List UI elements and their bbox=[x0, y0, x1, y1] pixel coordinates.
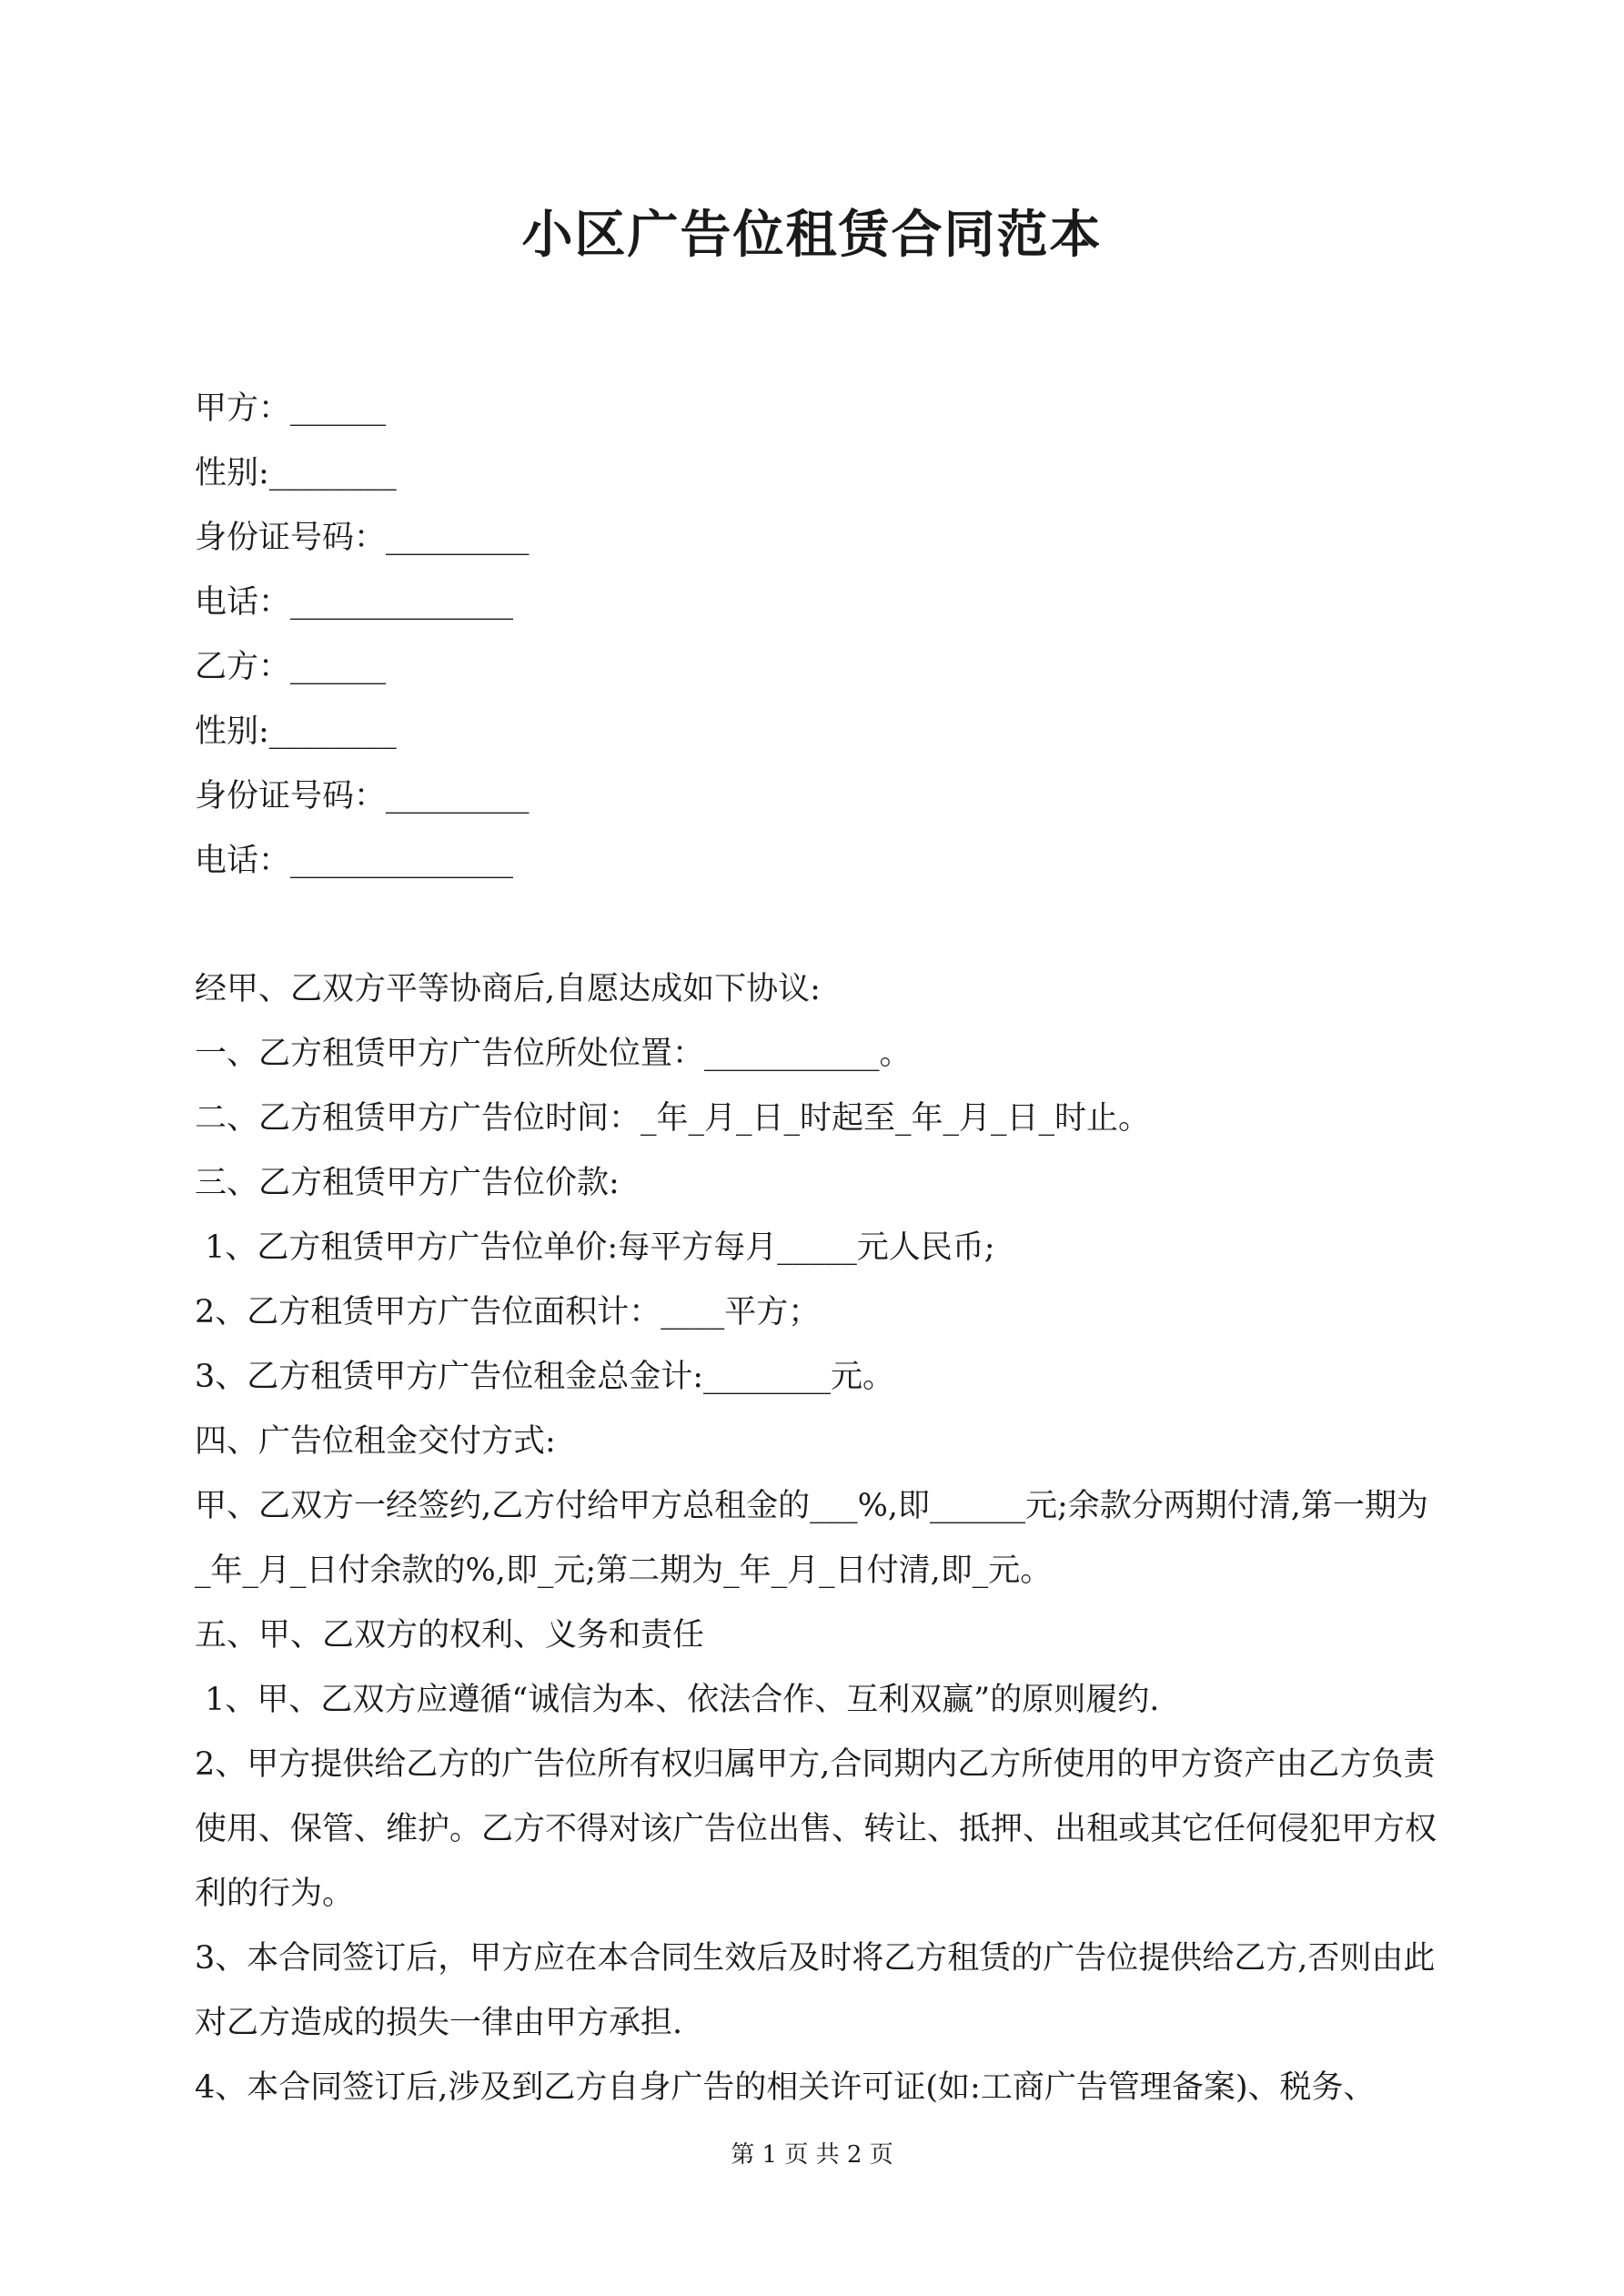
clause-5-item-3: 3、本合同签订后，甲方应在本合同生效后及时将乙方租赁的广告位提供给乙方,否则由此对乙方造成的损失一律由甲方承担. bbox=[195, 1940, 1436, 2041]
clause-5-item-2: 2、甲方提供给乙方的广告位所有权归属甲方,合同期内乙方所使用的甲方资产由乙方负责使用、保管、维护。乙方不得对该广告位出售、转让、抵押、出租或其它任何侵犯甲方权利的行为。 bbox=[195, 1746, 1437, 1912]
clause-3-item-3: 3、乙方租赁甲方广告位租金总金计:________元。 bbox=[195, 1359, 895, 1395]
party-a-gender-line: 性别:________ bbox=[195, 455, 397, 491]
party-b-phone-line: 电话：______________ bbox=[195, 843, 514, 879]
document-title: 小区广告位租赁合同范本 bbox=[521, 205, 1103, 265]
page-number-footer: 第 1 页 共 2 页 bbox=[731, 2141, 893, 2169]
party-b-gender-line: 性别:________ bbox=[195, 713, 397, 750]
clause-3-heading: 三、乙方租赁甲方广告位价款: bbox=[195, 1165, 620, 1201]
clause-4-payment-terms: 甲、乙双方一经签约,乙方付给甲方总租金的___%,即______元;余款分两期付清,第一期为_年_月_日付余款的%,即_元;第二期为_年_月_日付清,即_元。 bbox=[195, 1488, 1428, 1589]
clause-3-item-1: 1、乙方租赁甲方广告位单价:每平方每月_____元人民币; bbox=[195, 1229, 995, 1266]
agreement-intro: 经甲、乙双方平等协商后,自愿达成如下协议: bbox=[195, 971, 821, 1007]
clause-5-heading: 五、甲、乙双方的权利、义务和责任 bbox=[195, 1617, 705, 1654]
clause-5-item-1: 1、甲、乙双方应遵循“诚信为本、依法合作、互利双赢”的原则履约. bbox=[195, 1682, 1160, 1718]
party-a-name-line: 甲方：______ bbox=[195, 390, 387, 427]
clause-4-heading: 四、广告位租金交付方式: bbox=[195, 1423, 556, 1460]
party-b-id-number-line: 身份证号码：_________ bbox=[195, 778, 530, 814]
clause-5-item-4: 4、本合同签订后,涉及到乙方自身广告的相关许可证(如:工商广告管理备案)、税务、 bbox=[195, 2069, 1376, 2106]
clause-3-item-2: 2、乙方租赁甲方广告位面积计：____平方； bbox=[195, 1294, 821, 1330]
party-b-name-line: 乙方：______ bbox=[195, 649, 387, 685]
party-a-phone-line: 电话：______________ bbox=[195, 584, 514, 621]
party-a-id-number-line: 身份证号码：_________ bbox=[195, 520, 530, 556]
contract-body bbox=[195, 957, 1443, 2120]
party-info-block bbox=[195, 377, 1468, 894]
clause-2-period: 二、乙方租赁甲方广告位时间：_年_月_日_时起至_年_月_日_时止。 bbox=[195, 1100, 1151, 1137]
clause-1-location: 一、乙方租赁甲方广告位所处位置：___________。 bbox=[195, 1036, 912, 1072]
